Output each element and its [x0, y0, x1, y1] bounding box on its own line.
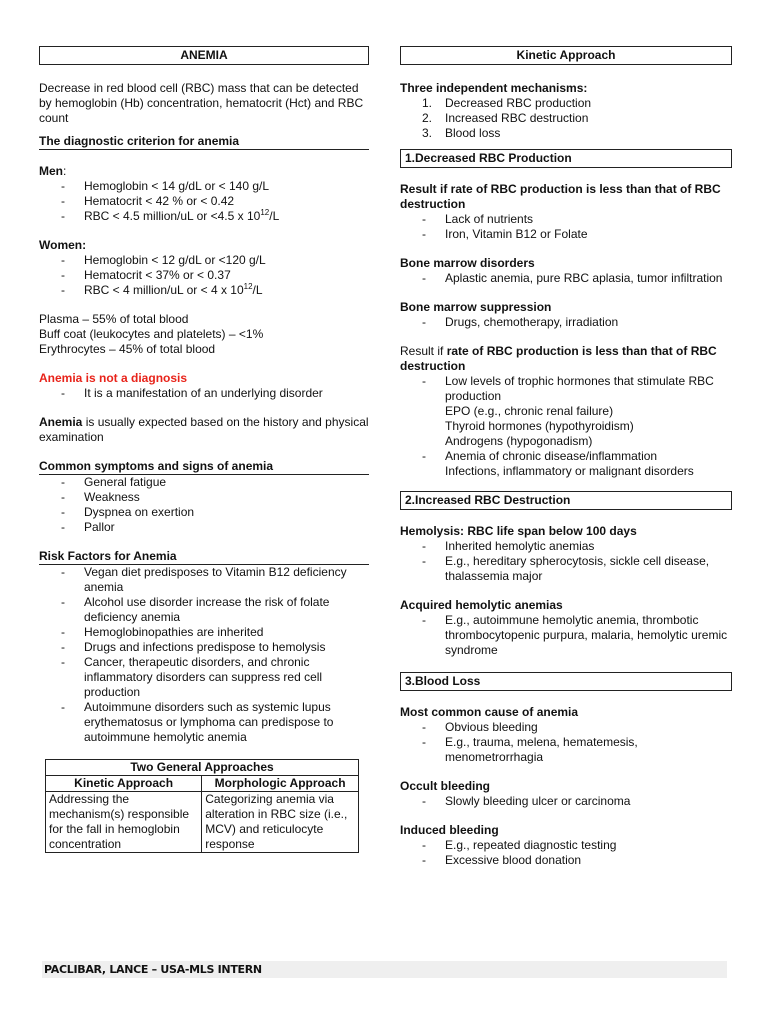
result-list	[400, 212, 732, 242]
risk-heading: Risk Factors for Anemia	[39, 549, 369, 565]
men-criteria-list	[39, 179, 369, 224]
anemia-title: ANEMIA	[39, 46, 369, 65]
result2-list	[400, 374, 732, 479]
occult-heading: Occult bleeding	[400, 779, 491, 793]
marrow-suppression-list	[400, 315, 732, 330]
list-item: - Drugs, chemotherapy, irradiation	[400, 315, 732, 330]
hemolysis-heading: Hemolysis: RBC life span below 100 days	[400, 524, 637, 538]
blood-composition-line: Plasma – 55% of total blood	[39, 312, 189, 326]
list-item: - Aplastic anemia, pure RBC aplasia, tumor infiltration	[400, 271, 732, 286]
list-item: - Excessive blood donation	[400, 853, 732, 868]
marrow-suppression-heading: Bone marrow suppression	[400, 300, 552, 314]
list-item: - It is a manifestation of an underlying disorder	[39, 386, 369, 401]
women-criteria-list	[39, 253, 369, 298]
section-increased-destruction: 2.Increased RBC Destruction	[400, 491, 732, 510]
men-hct: - Hematocrit < 42 % or < 0.42	[39, 194, 369, 209]
approaches-table	[45, 759, 359, 853]
list-item: - Drugs and infections predispose to hemolysis	[39, 640, 369, 655]
men-colon: :	[63, 164, 67, 178]
list-item: - General fatigue	[39, 475, 369, 490]
blood-composition-line: Erythrocytes – 45% of total blood	[39, 342, 216, 356]
list-item: - Anemia of chronic disease/inflammation Infections, inflammatory or malignant disorders	[400, 449, 732, 479]
men-hb: - Hemoglobin < 14 g/dL or < 140 g/L	[39, 179, 369, 194]
list-item: - Vegan diet predisposes to Vitamin B12 deficiency anemia	[39, 565, 369, 595]
men-label: Men	[39, 164, 63, 178]
acquired-list	[400, 613, 732, 658]
section-blood-loss: 3.Blood Loss	[400, 672, 732, 691]
list-item: - E.g., trauma, melena, hematemesis, menometrorrhagia	[400, 735, 732, 765]
list-item: - Iron, Vitamin B12 or Folate	[400, 227, 732, 242]
list-item: - E.g., repeated diagnostic testing	[400, 838, 732, 853]
occult-list	[400, 794, 732, 809]
list-item: - E.g., hereditary spherocytosis, sickle cell disease, thalassemia major	[400, 554, 732, 584]
induced-list	[400, 838, 732, 868]
list-item: - Lack of nutrients	[400, 212, 732, 227]
table-cell-morphologic: Categorizing anemia via alteration in RBC size (i.e., MCV) and reticulocyte response	[202, 792, 359, 853]
men-rbc: - RBC < 4.5 million/uL or <4.5 x $10^{12}/L$	[39, 209, 369, 224]
criterion-heading: The diagnostic criterion for anemia	[39, 134, 369, 150]
right-column	[400, 46, 732, 868]
hemolysis-list	[400, 539, 732, 584]
women-rbc: - RBC < 4 million/uL or < 4 x $10^{12}/L$	[39, 283, 369, 298]
list-item: 1. Decreased RBC production	[422, 96, 592, 110]
list-item: - Slowly bleeding ulcer or carcinoma	[400, 794, 732, 809]
section-decreased-production: 1.Decreased RBC Production	[400, 149, 732, 168]
page-footer: PACLIBAR, LANCE – USA-MLS INTERN	[42, 961, 727, 978]
list-item: - Weakness	[39, 490, 369, 505]
table-title: Two General Approaches	[46, 760, 359, 776]
expected-statement: Anemia is usually expected based on the history and physical examination	[39, 415, 369, 444]
not-diagnosis-list	[39, 386, 369, 401]
list-item: - Autoimmune disorders such as systemic lupus erythematosus or lymphoma can predispose to autoimmune hemolytic anemia	[39, 700, 369, 745]
list-item: - Pallor	[39, 520, 369, 535]
left-column	[39, 46, 369, 853]
blood-composition-line: Buff coat (leukocytes and platelets) – <1%	[39, 327, 264, 341]
result-heading: Result if rate of RBC production is less than that of RBC destruction	[400, 182, 721, 211]
women-hb: - Hemoglobin < 12 g/dL or <120 g/L	[39, 253, 369, 268]
marrow-disorders-heading: Bone marrow disorders	[400, 256, 535, 270]
kinetic-title: Kinetic Approach	[400, 46, 732, 65]
list-item: - E.g., autoimmune hemolytic anemia, thrombotic thrombocytopenic purpura, malaria, hemolytic uremic syndrome	[400, 613, 732, 658]
table-header-morphologic: Morphologic Approach	[202, 776, 359, 792]
list-item: - Low levels of trophic hormones that stimulate RBC production EPO (e.g., chronic renal failure) Thyroid hormones (hypothyroidism) Androgens (hypogonadism)	[400, 374, 732, 449]
induced-heading: Induced bleeding	[400, 823, 499, 837]
acquired-heading: Acquired hemolytic anemias	[400, 598, 563, 612]
anemia-definition: Decrease in red blood cell (RBC) mass that can be detected by hemoglobin (Hb) concentration, hematocrit (Hct) and RBC count	[39, 81, 364, 125]
women-hct: - Hematocrit < 37% or < 0.37	[39, 268, 369, 283]
common-cause-heading: Most common cause of anemia	[400, 705, 579, 719]
table-header-kinetic: Kinetic Approach	[46, 776, 202, 792]
list-item: - Inherited hemolytic anemias	[400, 539, 732, 554]
risk-list	[39, 565, 369, 745]
common-cause-list	[400, 720, 732, 765]
marrow-disorders-list	[400, 271, 732, 286]
list-item: 3. Blood loss	[422, 126, 501, 140]
not-diagnosis-heading: Anemia is not a diagnosis	[39, 371, 188, 385]
list-item: - Alcohol use disorder increase the risk of folate deficiency anemia	[39, 595, 369, 625]
symptoms-heading: Common symptoms and signs of anemia	[39, 459, 369, 475]
women-heading: Women:	[39, 238, 87, 252]
list-item: 2. Increased RBC destruction	[422, 111, 589, 125]
list-item: - Dyspnea on exertion	[39, 505, 369, 520]
list-item: - Cancer, therapeutic disorders, and chronic inflammatory disorders can suppress red cell production	[39, 655, 369, 700]
mechanisms-list	[400, 96, 732, 141]
men-heading	[39, 164, 369, 179]
list-item: - Hemoglobinopathies are inherited	[39, 625, 369, 640]
result2-heading: Result if rate of RBC production is less than that of RBC destruction	[400, 344, 717, 373]
table-cell-kinetic: Addressing the mechanism(s) responsible for the fall in hemoglobin concentration	[46, 792, 202, 853]
symptoms-list	[39, 475, 369, 535]
mechanisms-heading: Three independent mechanisms:	[400, 81, 588, 95]
list-item: - Obvious bleeding	[400, 720, 732, 735]
